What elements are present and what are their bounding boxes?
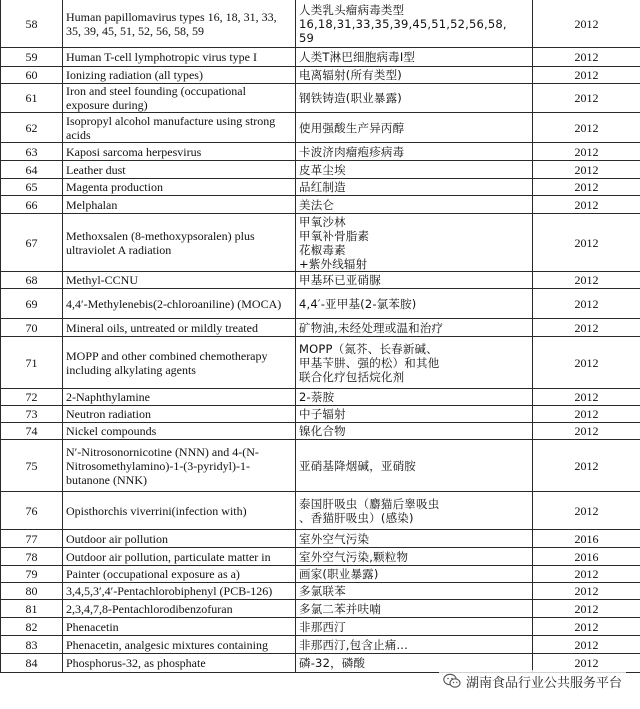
row-number-cell xyxy=(1,48,63,67)
year: 2016 xyxy=(574,531,599,546)
row-number: 71 xyxy=(25,355,38,370)
row-number: 80 xyxy=(25,584,38,598)
english-name-cell xyxy=(63,530,296,548)
row-number-cell xyxy=(1,143,63,161)
year: 2012 xyxy=(574,619,599,634)
chinese-name-cell xyxy=(296,67,533,84)
english-name-cell xyxy=(63,636,296,654)
row-number: 62 xyxy=(25,120,38,135)
table-row xyxy=(1,319,640,337)
english-name-cell xyxy=(63,214,296,272)
year-cell xyxy=(533,440,640,492)
row-number: 73 xyxy=(25,407,38,421)
row-number: 63 xyxy=(25,144,38,159)
table-row xyxy=(1,113,640,143)
english-name-cell xyxy=(63,113,296,143)
chinese-name-cell xyxy=(296,636,533,654)
english-name: 2,3,4,7,8-Pentachlorodibenzofuran xyxy=(66,601,233,616)
row-number-cell xyxy=(1,196,63,214)
english-name-cell xyxy=(63,440,296,492)
year-cell xyxy=(533,583,640,600)
chinese-name-cell xyxy=(296,214,533,272)
row-number-cell xyxy=(1,654,63,673)
year-cell xyxy=(533,179,640,196)
chinese-name: 卡波济肉瘤疱疹病毒 xyxy=(299,144,405,159)
row-number: 60 xyxy=(25,68,38,82)
chinese-name: 钢铁铸造(职业暴露) xyxy=(299,91,402,105)
year-cell xyxy=(533,0,640,48)
chinese-name-cell xyxy=(296,423,533,440)
year-cell xyxy=(533,492,640,530)
row-number: 77 xyxy=(25,531,38,546)
chinese-name: 画家(职业暴露) xyxy=(299,567,379,581)
chinese-name-cell xyxy=(296,548,533,566)
chinese-name-cell xyxy=(296,179,533,196)
year-cell xyxy=(533,67,640,84)
row-number-cell xyxy=(1,84,63,113)
row-number: 64 xyxy=(25,162,38,177)
chinese-name-cell xyxy=(296,143,533,161)
year-cell xyxy=(533,389,640,406)
chinese-name: 多氯二苯并呋喃 xyxy=(299,601,381,616)
year-cell xyxy=(533,530,640,548)
table-row xyxy=(1,600,640,618)
chinese-name: 室外空气污染,颗粒物 xyxy=(299,549,409,564)
english-name: Magenta production xyxy=(66,180,163,194)
english-name-cell xyxy=(63,654,296,673)
chinese-name-cell xyxy=(296,389,533,406)
table-row xyxy=(1,289,640,319)
chinese-name: 泰国肝吸虫（麝猫后睾吸虫 、香猫肝吸虫）(感染) xyxy=(299,496,440,525)
row-number: 69 xyxy=(25,296,38,311)
row-number-cell xyxy=(1,214,63,272)
row-number: 78 xyxy=(25,549,38,564)
english-name-cell xyxy=(63,406,296,423)
year-cell xyxy=(533,548,640,566)
english-name-cell xyxy=(63,196,296,214)
table-row xyxy=(1,48,640,67)
english-name-cell xyxy=(63,48,296,67)
year: 2012 xyxy=(574,68,599,82)
chinese-name: 多氯联苯 xyxy=(299,584,346,598)
english-name-cell xyxy=(63,566,296,583)
year-cell xyxy=(533,113,640,143)
year: 2012 xyxy=(574,120,599,135)
table-row xyxy=(1,406,640,423)
table-row xyxy=(1,161,640,179)
english-name-cell xyxy=(63,67,296,84)
english-name-cell xyxy=(63,319,296,337)
english-name: Human T-cell lymphotropic virus type I xyxy=(66,50,257,64)
row-number: 68 xyxy=(25,273,38,287)
row-number: 75 xyxy=(25,458,38,473)
chinese-name: 非那西汀,包含止痛... xyxy=(299,637,409,652)
english-name-cell xyxy=(63,389,296,406)
year: 2012 xyxy=(574,235,599,250)
chinese-name: 4,4′-亚甲基(2-氯苯胺) xyxy=(299,296,417,311)
table-row xyxy=(1,84,640,113)
table-row xyxy=(1,272,640,289)
year: 2012 xyxy=(574,144,599,159)
year: 2012 xyxy=(574,424,599,438)
year-cell xyxy=(533,214,640,272)
english-name: Kaposi sarcoma herpesvirus xyxy=(66,144,202,159)
chinese-name: 磷-32，磷酸 xyxy=(299,656,366,670)
row-number: 59 xyxy=(25,50,38,64)
chinese-name-cell xyxy=(296,583,533,600)
year: 2012 xyxy=(574,162,599,177)
english-name-cell xyxy=(63,272,296,289)
chinese-name: 电离辐射(所有类型) xyxy=(299,68,402,82)
english-name-cell xyxy=(63,548,296,566)
chinese-name: 美法仑 xyxy=(299,197,335,212)
english-name: Ionizing radiation (all types) xyxy=(66,68,203,82)
english-name: Methoxsalen (8-methoxypsoralen) plus ultraviolet A radiation xyxy=(66,228,255,257)
row-number-cell xyxy=(1,272,63,289)
english-name: Leather dust xyxy=(66,162,126,177)
chinese-name-cell xyxy=(296,600,533,618)
year: 2012 xyxy=(574,601,599,616)
row-number: 65 xyxy=(25,180,38,194)
year: 2012 xyxy=(574,656,599,670)
chinese-name-cell xyxy=(296,530,533,548)
year: 2012 xyxy=(574,503,599,518)
english-name-cell xyxy=(63,84,296,113)
english-name-cell xyxy=(63,492,296,530)
row-number: 58 xyxy=(25,16,38,31)
chinese-name: 品红制造 xyxy=(299,180,346,194)
row-number: 76 xyxy=(25,503,38,518)
row-number-cell xyxy=(1,389,63,406)
chinese-name: 室外空气污染 xyxy=(299,531,370,546)
chinese-name: 矿物油,未经处理或温和治疗 xyxy=(299,320,444,335)
row-number: 72 xyxy=(25,390,38,404)
english-name: Methyl-CCNU xyxy=(66,273,138,287)
chinese-name-cell xyxy=(296,618,533,636)
chinese-name-cell xyxy=(296,272,533,289)
year-cell xyxy=(533,600,640,618)
row-number-cell xyxy=(1,583,63,600)
chinese-name-cell xyxy=(296,406,533,423)
english-name: Outdoor air pollution, particulate matter in xyxy=(66,549,271,564)
table-row xyxy=(1,389,640,406)
english-name: Nickel compounds xyxy=(66,424,157,438)
english-name-cell xyxy=(63,423,296,440)
year: 2012 xyxy=(574,197,599,212)
table-row xyxy=(1,67,640,84)
english-name: 4,4′-Methylenebis(2-chloroaniline) (MOCA) xyxy=(66,296,282,311)
year: 2012 xyxy=(574,584,599,598)
table-row xyxy=(1,583,640,600)
row-number-cell xyxy=(1,337,63,389)
english-name: Iron and steel founding (occupational exposure during) xyxy=(66,84,246,112)
english-name-cell xyxy=(63,583,296,600)
chinese-name-cell xyxy=(296,196,533,214)
chinese-name-cell xyxy=(296,440,533,492)
row-number: 84 xyxy=(25,656,38,670)
year-cell xyxy=(533,289,640,319)
chinese-name: 镍化合物 xyxy=(299,424,346,438)
english-name: Isopropyl alcohol manufacture using strong acids xyxy=(66,113,276,142)
english-name-cell xyxy=(63,143,296,161)
row-number: 67 xyxy=(25,235,38,250)
year-cell xyxy=(533,48,640,67)
row-number-cell xyxy=(1,600,63,618)
row-number: 70 xyxy=(25,320,38,335)
year: 2012 xyxy=(574,458,599,473)
row-number-cell xyxy=(1,0,63,48)
year: 2012 xyxy=(574,273,599,287)
year-cell xyxy=(533,84,640,113)
chinese-name: 皮革尘埃 xyxy=(299,162,346,177)
year-cell xyxy=(533,337,640,389)
row-number-cell xyxy=(1,548,63,566)
table-row xyxy=(1,214,640,272)
table-row xyxy=(1,566,640,583)
chinese-name-cell xyxy=(296,48,533,67)
english-name-cell xyxy=(63,0,296,48)
year: 2012 xyxy=(574,355,599,370)
table-row xyxy=(1,492,640,530)
row-number-cell xyxy=(1,530,63,548)
table-row xyxy=(1,0,640,48)
english-name: Melphalan xyxy=(66,197,118,212)
english-name: Phenacetin, analgesic mixtures containing xyxy=(66,637,268,652)
row-number-cell xyxy=(1,113,63,143)
english-name: Mineral oils, untreated or mildly treated xyxy=(66,320,258,335)
row-number-cell xyxy=(1,618,63,636)
chinese-name-cell xyxy=(296,0,533,48)
year-cell xyxy=(533,406,640,423)
english-name-cell xyxy=(63,618,296,636)
year-cell xyxy=(533,196,640,214)
year: 2012 xyxy=(574,567,599,581)
chinese-name: MOPP（氮芥、长春新碱、 甲基苄肼、强的松）和其他 联合化疗包括烷化剂 xyxy=(299,341,440,384)
row-number-cell xyxy=(1,423,63,440)
year: 2012 xyxy=(574,320,599,335)
row-number: 83 xyxy=(25,637,38,652)
table-row xyxy=(1,618,640,636)
year: 2012 xyxy=(574,180,599,194)
year: 2012 xyxy=(574,50,599,64)
year: 2012 xyxy=(574,296,599,311)
table-row xyxy=(1,423,640,440)
english-name-cell xyxy=(63,337,296,389)
chinese-name-cell xyxy=(296,161,533,179)
chinese-name-cell xyxy=(296,289,533,319)
row-number-cell xyxy=(1,406,63,423)
table-row xyxy=(1,636,640,654)
row-number-cell xyxy=(1,67,63,84)
english-name: Phosphorus-32, as phosphate xyxy=(66,656,206,670)
chinese-name: 人类T淋巴细胞病毒I型 xyxy=(299,50,416,64)
row-number-cell xyxy=(1,566,63,583)
english-name-cell xyxy=(63,289,296,319)
year-cell xyxy=(533,161,640,179)
row-number: 79 xyxy=(25,567,38,581)
row-number-cell xyxy=(1,161,63,179)
row-number: 81 xyxy=(25,601,38,616)
table-row xyxy=(1,548,640,566)
wechat-icon xyxy=(443,673,461,689)
year-cell xyxy=(533,566,640,583)
english-name: Phenacetin xyxy=(66,619,119,634)
chinese-name-cell xyxy=(296,84,533,113)
chinese-name: 使用强酸生产异丙醇 xyxy=(299,120,405,135)
chinese-name: 2-萘胺 xyxy=(299,390,335,404)
table-row xyxy=(1,196,640,214)
english-name: Painter (occupational exposure as a) xyxy=(66,567,240,581)
chinese-name: 非那西汀 xyxy=(299,619,346,634)
english-name: Outdoor air pollution xyxy=(66,531,168,546)
year: 2012 xyxy=(574,407,599,421)
year-cell xyxy=(533,423,640,440)
year-cell xyxy=(533,319,640,337)
chinese-name-cell xyxy=(296,492,533,530)
row-number: 61 xyxy=(25,91,38,105)
year: 2016 xyxy=(574,549,599,564)
year-cell xyxy=(533,636,640,654)
chinese-name-cell xyxy=(296,113,533,143)
english-name: Human papillomavirus types 16, 18, 31, 33, 35, 39, 45, 51, 52, 56, 58, 59 xyxy=(66,9,277,38)
english-name-cell xyxy=(63,600,296,618)
row-number: 82 xyxy=(25,619,38,634)
chinese-name: 亚硝基降烟碱，亚硝胺 xyxy=(299,458,416,473)
row-number-cell xyxy=(1,319,63,337)
chinese-name-cell xyxy=(296,319,533,337)
chinese-name: 中子辐射 xyxy=(299,407,346,421)
english-name-cell xyxy=(63,161,296,179)
table-row xyxy=(1,337,640,389)
row-number: 66 xyxy=(25,197,38,212)
year-cell xyxy=(533,143,640,161)
watermark xyxy=(439,670,626,692)
row-number-cell xyxy=(1,289,63,319)
row-number-cell xyxy=(1,636,63,654)
chinese-name-cell xyxy=(296,566,533,583)
year-cell xyxy=(533,618,640,636)
year-cell xyxy=(533,272,640,289)
english-name: 2-Naphthylamine xyxy=(66,390,150,404)
chinese-name: 人类乳头瘤病毒类型 16,18,31,33,35,39,45,51,52,56,58, 59 xyxy=(299,2,507,45)
table-row xyxy=(1,440,640,492)
row-number-cell xyxy=(1,179,63,196)
year: 2012 xyxy=(574,16,599,31)
row-number-cell xyxy=(1,492,63,530)
english-name-cell xyxy=(63,179,296,196)
watermark-text: 湖南食品行业公共服务平台 xyxy=(465,675,622,691)
year: 2012 xyxy=(574,91,599,105)
chinese-name: 甲氧沙林 甲氧补骨脂素 花椒毒素 +紫外线辐射 xyxy=(299,214,370,271)
row-number: 74 xyxy=(25,424,38,438)
chinese-name: 甲基环已亚硝脲 xyxy=(299,273,381,287)
english-name: N′-Nitrosonornicotine (NNN) and 4-(N-Nitrosomethylamino)-1-(3-pyridyl)-1-butanone (NNK) xyxy=(66,444,259,487)
table-row xyxy=(1,143,640,161)
year: 2012 xyxy=(574,390,599,404)
english-name: Opisthorchis viverrini(infection with) xyxy=(66,503,247,518)
english-name: Neutron radiation xyxy=(66,407,151,421)
table-row xyxy=(1,530,640,548)
english-name: MOPP and other combined chemotherapy including alkylating agents xyxy=(66,348,268,377)
year: 2012 xyxy=(574,637,599,652)
table-row xyxy=(1,179,640,196)
chinese-name-cell xyxy=(296,337,533,389)
english-name: 3,4,5,3′,4′-Pentachlorobiphenyl (PCB-126) xyxy=(66,584,273,598)
row-number-cell xyxy=(1,440,63,492)
